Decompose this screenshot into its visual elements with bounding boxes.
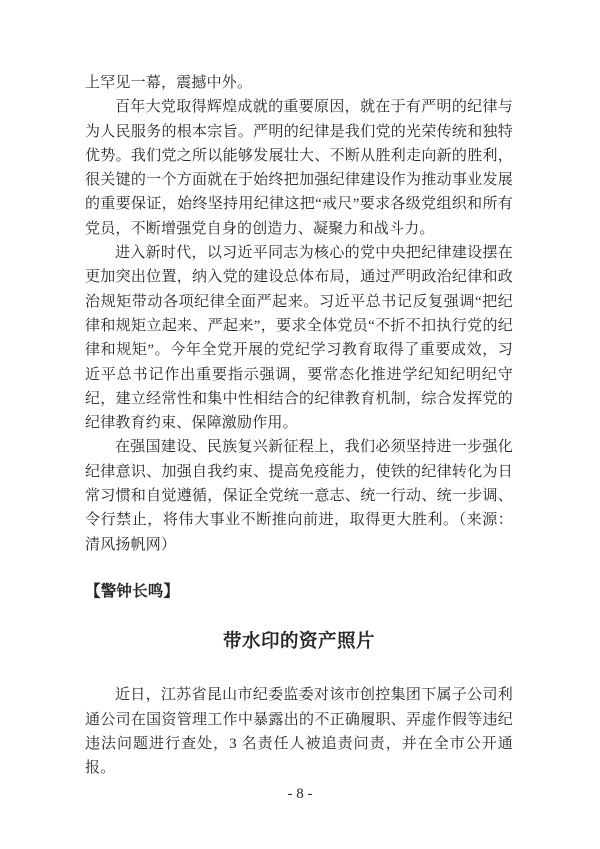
page-number: - 8 - — [287, 786, 313, 802]
article-paragraph: 近日，江苏省昆山市纪委监委对该市创控集团下属子公司利通公司在国资管理工作中暴露出的不正确履职、弄虚作假等违纪违法问题进行查处，3 名责任人被追责问责，并在全市公开通报。 — [85, 687, 513, 777]
article-title: 带水印的资产照片 — [222, 632, 375, 653]
paragraph-conclusion-with-source: 在强国建设、民族复兴新征程上，我们必须坚持进一步强化纪律意识、加强自我约束、提高免疫能力，使铁的纪律转化为日常习惯和自觉遵循，保证全党统一意志、统一行动、统一步调、令行禁止，将伟大事业不断推向前进，取得更大胜利。（来源：清风扬帆网） — [85, 439, 513, 553]
section-header: 【警钟长鸣】 — [85, 582, 180, 600]
paragraph-continuation: 上罕见一幕，震撼中外。 — [85, 75, 253, 91]
paragraph-discipline-tradition: 百年大党取得辉煌成就的重要原因，就在于有严明的纪律与为人民服务的根本宗旨。严明的纪律是我们党的光荣传统和独特优势。我们党之所以能够发展壮大、不断从胜利走向新的胜利，很关键的一个方面就在于始终把加强纪律建设作为推动事业发展的重要保证，始终坚持用纪律这把“戒尺”要求各级党组织和所有党员，不断增强党自身的创造力、凝聚力和战斗力。 — [85, 99, 513, 237]
paragraph-new-era: 进入新时代，以习近平同志为核心的党中央把纪律建设摆在更加突出位置，纳入党的建设总体布局，通过严明政治纪律和政治规矩带动各项纪律全面严起来。习近平总书记反复强调“把纪律和规矩立起来、严起来”，要求全体党员“不折不扣执行党的纪律和规矩”。今年全党开展的党纪学习教育取得了重要成效，习近平总书记作出重要指示强调，要常态化推进学纪知纪明纪守纪，建立经常性和集中性相结合的纪律教育机制，综合发挥党的纪律教育约束、保障激励作用。 — [85, 245, 513, 432]
page-body — [85, 71, 513, 780]
